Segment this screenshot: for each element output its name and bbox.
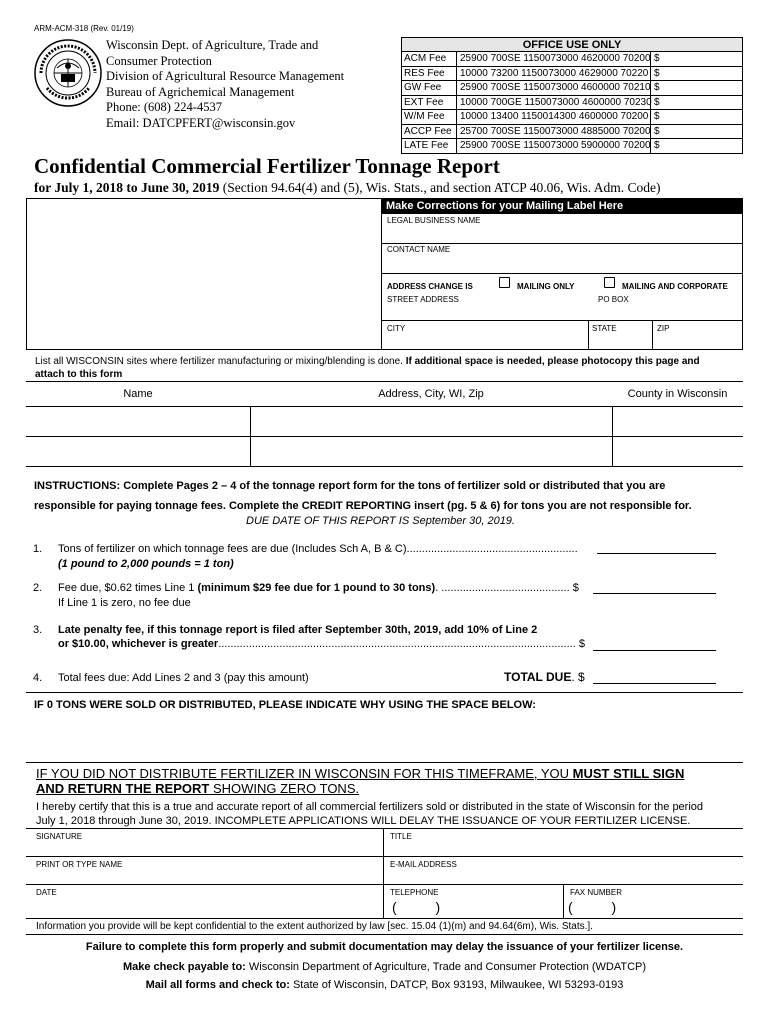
sites-intro: [35, 355, 735, 381]
notice-part3: AND RETURN THE REPORT: [36, 781, 210, 796]
fee-label: RES Fee: [404, 68, 445, 79]
page-title: Confidential Commercial Fertilizer Tonnage Report: [34, 154, 500, 178]
line2-text-a: Fee due, $0.62 times Line 1: [58, 582, 198, 594]
fax-label: FAX NUMBER: [570, 888, 623, 897]
line2-text: [58, 582, 579, 594]
fee-amount[interactable]: $: [654, 97, 660, 108]
office-use-title: OFFICE USE ONLY: [402, 38, 742, 52]
line3-subtext: or $10.00, whichever is greater: [58, 638, 219, 650]
signature-label: SIGNATURE: [36, 832, 83, 841]
fee-amount[interactable]: $: [654, 111, 660, 122]
fee-account-code: 25900 700SE 1150073000 4600000 70210: [460, 82, 651, 93]
mail-to: [26, 979, 743, 991]
contact-name-label: CONTACT NAME: [387, 245, 451, 254]
fee-account-code: 10000 700GE 1150073000 4600000 70230: [460, 97, 652, 108]
po-box-label: PO BOX: [598, 295, 629, 304]
fee-account-code: 25900 700SE 1150073000 5900000 70200: [460, 140, 651, 151]
mailing-header: Make Corrections for your Mailing Label Here: [382, 199, 742, 214]
line3-sub: [58, 638, 585, 650]
line4-text: Total fees due: Add Lines 2 and 3 (pay this amount): [58, 672, 309, 684]
check-payable: [26, 961, 743, 973]
sites-col-name: Name: [123, 388, 153, 400]
zip-label: ZIP: [657, 324, 670, 333]
site-2-name-field[interactable]: [27, 437, 249, 465]
fee-amount[interactable]: $: [654, 53, 660, 64]
notice-part4: SHOWING ZERO TONS.: [209, 781, 360, 796]
office-fee-row: [401, 139, 743, 153]
subtitle-statute: (Section 94.64(4) and (5), Wis. Stats., and section ATCP 40.06, Wis. Adm. Code): [219, 180, 661, 195]
mailing-and-corporate-checkbox[interactable]: [604, 277, 615, 288]
fee-label: ACM Fee: [404, 53, 447, 64]
office-fee-row: [401, 52, 743, 66]
fee-amount[interactable]: $: [654, 82, 660, 93]
form-id: ARM-ACM-318 (Rev. 01/19): [34, 24, 134, 33]
sites-col-address: Address, City, WI, Zip: [378, 388, 484, 400]
signature-field[interactable]: [27, 841, 382, 855]
telephone-field[interactable]: ( ): [392, 899, 441, 915]
notice-part2: MUST STILL SIGN: [572, 766, 685, 781]
mailing-only-label: MAILING ONLY: [517, 282, 575, 291]
zero-tons-heading: IF 0 TONS WERE SOLD OR DISTRIBUTED, PLEASE INDICATE WHY USING THE SPACE BELOW:: [34, 699, 536, 711]
city-field[interactable]: [382, 334, 587, 349]
state-seal-icon: [33, 38, 103, 108]
fee-amount[interactable]: $: [654, 126, 660, 137]
fee-label: EXT Fee: [404, 97, 444, 108]
line3-number: 3.: [33, 624, 43, 636]
site-2-county-field[interactable]: [613, 437, 742, 465]
total-due-label: TOTAL DUE: [504, 670, 572, 684]
certification-line: July 1, 2018 through June 30, 2019. INCOMPLETE APPLICATIONS WILL DELAY THE ISSUANCE OF YOUR FERTILIZER LICENSE.: [36, 815, 691, 827]
check-payable-value: Wisconsin Department of Agriculture, Trade and Consumer Protection (WDATCP): [245, 961, 647, 973]
line2-subtext: If Line 1 is zero, no fee due: [58, 597, 191, 609]
certification: [36, 800, 703, 828]
street-address-field[interactable]: [382, 304, 742, 320]
mailing-and-corporate-label: MAILING AND CORPORATE: [622, 282, 728, 291]
title-label: TITLE: [390, 832, 412, 841]
line2-text-b: (minimum $29 fee due for 1 pound to 30 tons): [197, 582, 436, 594]
page-subtitle: [34, 180, 661, 196]
check-payable-label: Make check payable to:: [122, 961, 246, 973]
email-label: E-MAIL ADDRESS: [390, 860, 457, 869]
line3-text: Late penalty fee, if this tonnage report is filed after September 30th, 2019, add 10% of Line 2: [58, 624, 538, 636]
due-date: DUE DATE OF THIS REPORT IS September 30, 2019.: [246, 515, 515, 527]
certification-line: I hereby certify that this is a true and accurate report of all commercial fertilizers sold or distributed in the state of Wisconsin for the period: [36, 801, 704, 813]
fax-field[interactable]: ( ): [568, 899, 617, 915]
zero-tons-explanation-field[interactable]: [27, 714, 742, 762]
agency-block: [106, 38, 344, 131]
fee-label: ACCP Fee: [404, 126, 452, 137]
date-label: DATE: [36, 888, 57, 897]
mailing-only-checkbox[interactable]: [499, 277, 510, 288]
line1-text: Tons of fertilizer on which tonnage fees are due (Includes Sch A, B & C)........................................................: [58, 543, 578, 555]
fee-account-code: 10000 13400 1150014300 4600000 70200: [460, 111, 649, 122]
site-2-address-field[interactable]: [251, 437, 611, 465]
confidentiality-notice: Information you provide will be kept confidential to the extent authorized by law [sec. 15.04 (1)(m) and 94.64(6m), Wis. Stats.].: [36, 921, 593, 932]
zip-field[interactable]: [653, 334, 742, 349]
line2-input[interactable]: [593, 593, 716, 594]
line3-input[interactable]: [593, 650, 716, 651]
sites-intro-text: List all WISCONSIN sites where fertilizer manufacturing or mixing/blending is done.: [35, 356, 406, 367]
office-fee-row: [401, 96, 743, 110]
contact-name-field[interactable]: [382, 255, 742, 273]
street-address-label: STREET ADDRESS: [387, 295, 459, 304]
office-fee-row: [401, 110, 743, 124]
line2-number: 2.: [33, 582, 43, 594]
fee-amount[interactable]: $: [654, 68, 660, 79]
fee-label: LATE Fee: [404, 140, 449, 151]
site-1-name-field[interactable]: [27, 407, 249, 435]
print-name-label: PRINT OR TYPE NAME: [36, 860, 123, 869]
line4-number: 4.: [33, 672, 43, 684]
agency-line: Consumer Protection: [106, 53, 212, 68]
office-fee-row: [401, 125, 743, 139]
date-field[interactable]: [27, 897, 382, 917]
total-due-input[interactable]: [593, 683, 716, 684]
sites-col-county: County in Wisconsin: [627, 388, 728, 400]
fee-account-code: 25900 700SE 1150073000 4620000 70200: [460, 53, 651, 64]
mail-to-value: State of Wisconsin, DATCP, Box 93193, Milwaukee, WI 53293-0193: [289, 979, 624, 991]
instructions-line: INSTRUCTIONS: Complete Pages 2 – 4 of the tonnage report form for the tons of fertilizer sold or distributed that you are: [34, 480, 666, 492]
office-fee-row: [401, 81, 743, 95]
legal-business-name-label: LEGAL BUSINESS NAME: [387, 216, 481, 225]
agency-email: Email: DATCPFERT@wisconsin.gov: [106, 115, 296, 130]
total-due: [504, 670, 585, 684]
fee-account-code: 25700 700SE 1150073000 4885000 70200: [460, 126, 651, 137]
line1-input[interactable]: [597, 553, 716, 554]
email-field[interactable]: [384, 869, 742, 883]
notice-part1: IF YOU DID NOT DISTRIBUTE FERTILIZER IN WISCONSIN FOR THIS TIMEFRAME, YOU: [36, 766, 573, 781]
fee-label: GW Fee: [404, 82, 442, 93]
sites-intro-bold: If additional space is needed, please photocopy this page and: [405, 356, 700, 367]
site-1-county-field[interactable]: [613, 407, 742, 435]
line2-text-c: . .......................................... $: [435, 582, 579, 594]
instructions-line: responsible for paying tonnage fees. Complete the CREDIT REPORTING insert (pg. 5 & 6) for tons you are not responsible for.: [34, 500, 692, 512]
sites-intro-bold-2: attach to this form: [35, 369, 123, 380]
state-label: STATE: [592, 324, 617, 333]
instructions: [34, 476, 692, 516]
agency-line: Division of Agricultural Resource Management: [106, 69, 345, 83]
state-field[interactable]: [589, 334, 651, 349]
total-due-dollar: . $: [571, 670, 585, 684]
mail-to-label: Mail all forms and check to:: [145, 979, 290, 991]
agency-line: Wisconsin Dept. of Agriculture, Trade and: [106, 38, 319, 52]
agency-phone: Phone: (608) 224-4537: [106, 100, 222, 114]
line3-dots: ..................................................................................................................... $: [218, 638, 585, 650]
zero-tons-notice: [36, 766, 684, 796]
fee-account-code: 10000 73200 1150073000 4629000 70220: [460, 68, 649, 79]
fee-amount[interactable]: $: [654, 140, 660, 151]
agency-line: Bureau of Agrichemical Management: [106, 84, 295, 99]
city-label: CITY: [387, 324, 406, 333]
print-name-field[interactable]: [27, 869, 382, 883]
line1-number: 1.: [33, 543, 43, 555]
subtitle-period: for July 1, 2018 to June 30, 2019: [34, 180, 220, 195]
fee-label: W/M Fee: [404, 111, 445, 122]
site-1-address-field[interactable]: [251, 407, 611, 435]
telephone-label: TELEPHONE: [390, 888, 439, 897]
office-fee-row: [401, 67, 743, 81]
title-field[interactable]: [384, 841, 742, 855]
line1-subtext: (1 pound to 2,000 pounds = 1 ton): [58, 558, 234, 570]
address-change-label: ADDRESS CHANGE IS: [387, 282, 473, 291]
legal-business-name-field[interactable]: [382, 226, 742, 243]
mailing-section: [26, 198, 743, 350]
failure-warning: Failure to complete this form properly and submit documentation may delay the issuance of your fertilizer license.: [85, 941, 684, 953]
